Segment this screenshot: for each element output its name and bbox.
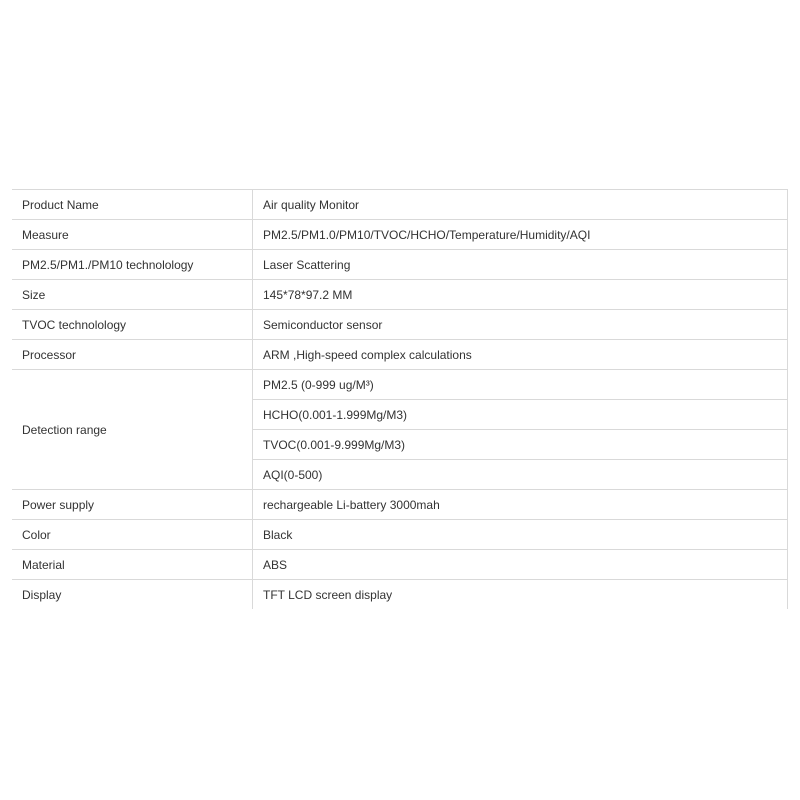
row-value: rechargeable Li-battery 3000mah (253, 490, 788, 520)
row-label: Material (12, 550, 253, 580)
table-row (12, 340, 788, 370)
row-value: ABS (253, 550, 788, 580)
row-label: Color (12, 520, 253, 550)
row-label: Product Name (12, 190, 253, 220)
row-value: 145*78*97.2 MM (253, 280, 788, 310)
row-label: TVOC technolology (12, 310, 253, 340)
row-value: Semiconductor sensor (253, 310, 788, 340)
row-value: Air quality Monitor (253, 190, 788, 220)
table-row-detection (12, 370, 788, 400)
row-value: ARM ,High-speed complex calculations (253, 340, 788, 370)
table-row (12, 190, 788, 220)
detection-value-pm25: PM2.5 (0-999 ug/M³) (253, 370, 788, 400)
row-value: TFT LCD screen display (253, 580, 788, 610)
row-value: PM2.5/PM1.0/PM10/TVOC/HCHO/Temperature/Humidity/AQI (253, 220, 788, 250)
row-label: PM2.5/PM1./PM10 technolology (12, 250, 253, 280)
row-label: Display (12, 580, 253, 610)
row-label: Power supply (12, 490, 253, 520)
detection-range-label: Detection range (12, 370, 253, 490)
table-row (12, 310, 788, 340)
spec-table (12, 189, 788, 609)
table-row (12, 520, 788, 550)
detection-value-hcho: HCHO(0.001-1.999Mg/M3) (253, 400, 788, 430)
table-row (12, 580, 788, 610)
table-row (12, 280, 788, 310)
row-value: Black (253, 520, 788, 550)
row-value: Laser Scattering (253, 250, 788, 280)
detection-value-aqi: AQI(0-500) (253, 460, 788, 490)
row-label: Measure (12, 220, 253, 250)
table-row (12, 220, 788, 250)
detection-value-tvoc: TVOC(0.001-9.999Mg/M3) (253, 430, 788, 460)
table-row (12, 490, 788, 520)
row-label: Size (12, 280, 253, 310)
table-row (12, 250, 788, 280)
row-label: Processor (12, 340, 253, 370)
table-row (12, 550, 788, 580)
